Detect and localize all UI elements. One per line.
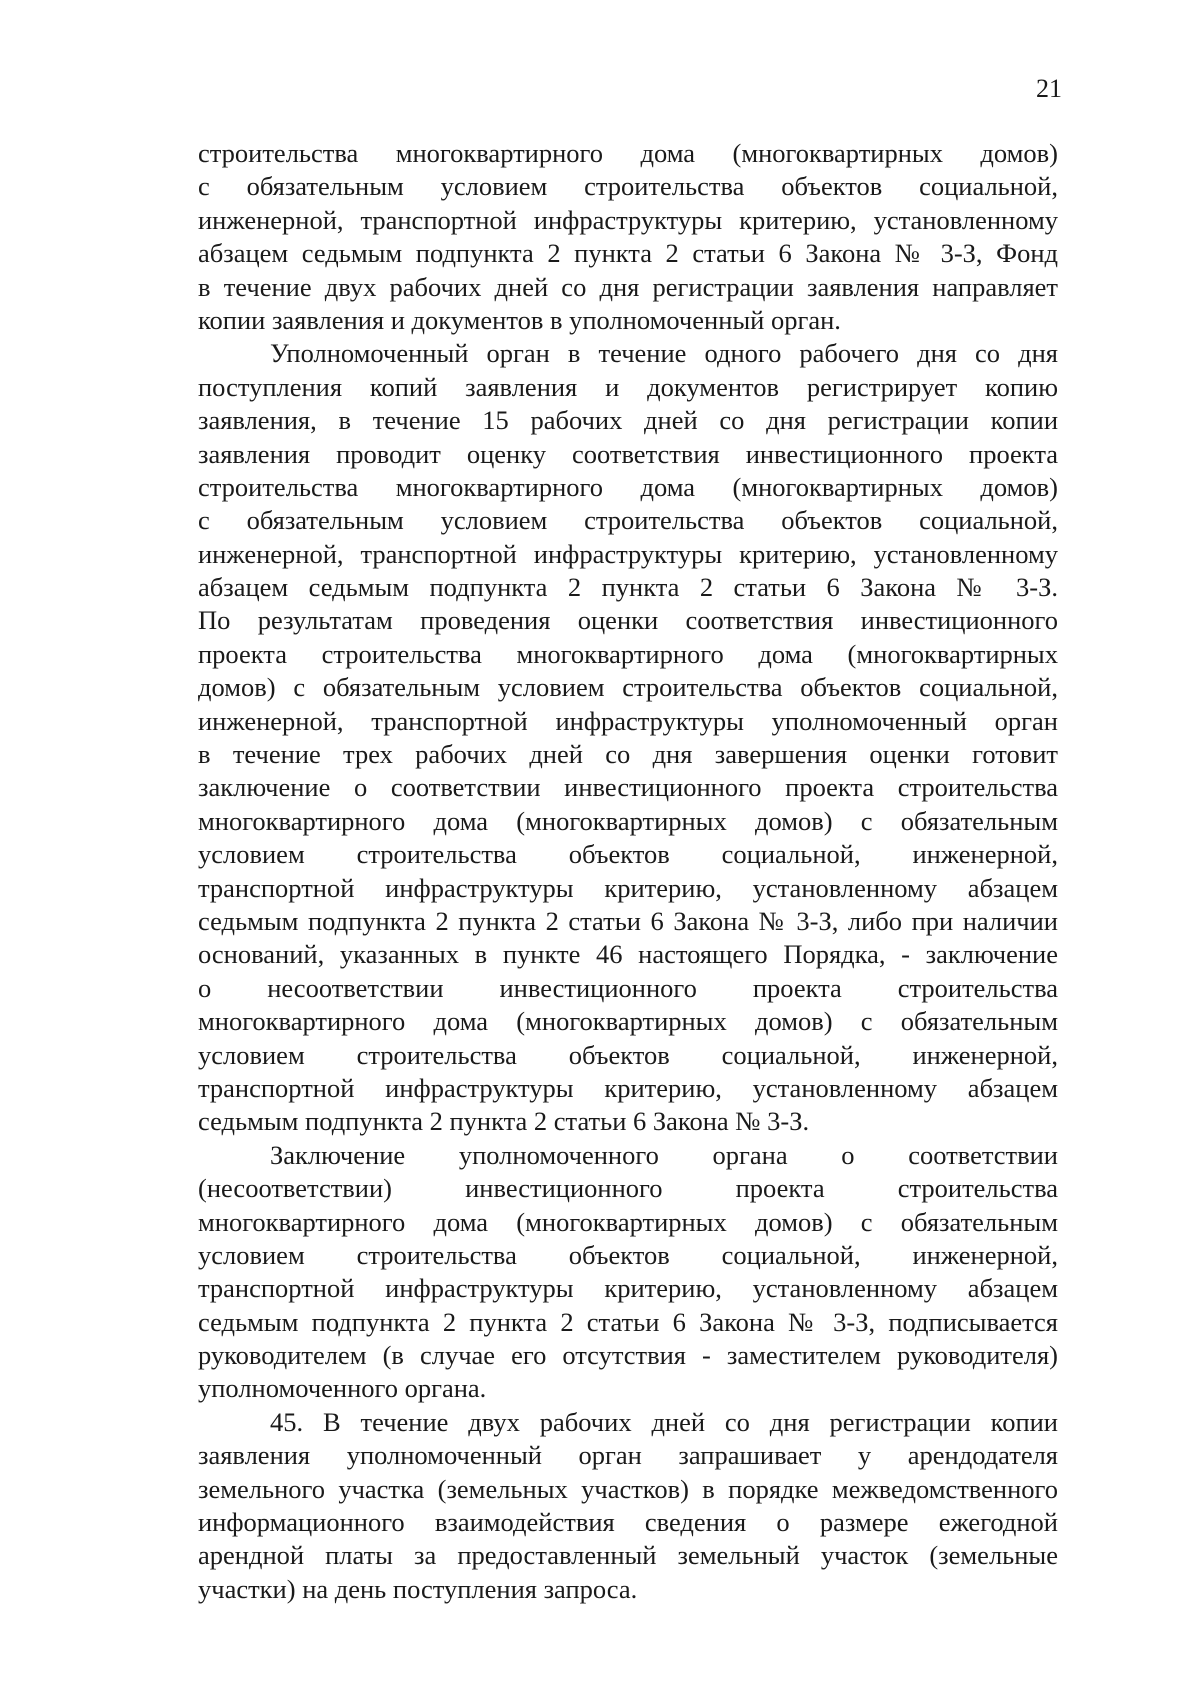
- text-line: заявления уполномоченный орган запрашивает у арендодателя: [198, 1440, 1058, 1471]
- paragraph: [198, 137, 1058, 337]
- text-line: заключение о соответствии инвестиционного проекта строительства: [198, 772, 1058, 803]
- text-line: транспортной инфраструктуры критерию, установленному абзацем: [198, 1072, 1058, 1103]
- text-line: многоквартирного дома (многоквартирных домов) с обязательным: [198, 1006, 1058, 1037]
- text-line: участки) на день поступления запроса.: [198, 1573, 638, 1604]
- text-line: в течение двух рабочих дней со дня регистрации заявления направляет: [198, 271, 1058, 302]
- text-line: абзацем седьмым подпункта 2 пункта 2 статьи 6 Закона № 3-З, Фонд: [198, 238, 1058, 269]
- text-line: руководителем (в случае его отсутствия - заместителем руководителя): [198, 1340, 1058, 1371]
- text-line: (несоответствии) инвестиционного проекта строительства: [198, 1173, 1058, 1204]
- text-line: многоквартирного дома (многоквартирных домов) с обязательным: [198, 1206, 1058, 1237]
- text-line: Уполномоченный орган в течение одного рабочего дня со дня: [270, 338, 1058, 369]
- text-line: Заключение уполномоченного органа о соответствии: [270, 1139, 1058, 1170]
- text-line: в течение трех рабочих дней со дня завершения оценки готовит: [198, 739, 1058, 770]
- text-line: оснований, указанных в пункте 46 настоящего Порядка, - заключение: [198, 939, 1058, 970]
- text-line: условием строительства объектов социальной, инженерной,: [198, 1039, 1058, 1070]
- text-line: условием строительства объектов социальной, инженерной,: [198, 839, 1058, 870]
- paragraph: [198, 1406, 1058, 1606]
- text-line: домов) с обязательным условием строительства объектов социальной,: [198, 672, 1058, 703]
- text-line: арендной платы за предоставленный земельный участок (земельные: [198, 1540, 1058, 1571]
- text-line: По результатам проведения оценки соответствия инвестиционного: [198, 605, 1058, 636]
- text-line: о несоответствии инвестиционного проекта строительства: [198, 972, 1058, 1003]
- text-line: строительства многоквартирного дома (многоквартирных домов): [198, 471, 1058, 502]
- text-line: транспортной инфраструктуры критерию, установленному абзацем: [198, 872, 1058, 903]
- text-line: седьмым подпункта 2 пункта 2 статьи 6 Закона № 3-З.: [198, 1106, 810, 1137]
- text-line: седьмым подпункта 2 пункта 2 статьи 6 Закона № 3-З, либо при наличии: [198, 905, 1058, 936]
- text-line: поступления копий заявления и документов регистрирует копию: [198, 371, 1058, 402]
- text-line: копии заявления и документов в уполномоченный орган.: [198, 304, 841, 335]
- text-line: инженерной, транспортной инфраструктуры критерию, установленному: [198, 204, 1058, 235]
- paragraph: [198, 337, 1058, 1138]
- document-body: [198, 137, 1058, 1606]
- text-line: строительства многоквартирного дома (многоквартирных домов): [198, 138, 1058, 168]
- text-line: проекта строительства многоквартирного дома (многоквартирных: [198, 638, 1058, 669]
- text-line: абзацем седьмым подпункта 2 пункта 2 статьи 6 Закона № 3-З.: [198, 572, 1058, 603]
- text-line: заявления проводит оценку соответствия инвестиционного проекта: [198, 438, 1058, 469]
- text-line: транспортной инфраструктуры критерию, установленному абзацем: [198, 1273, 1058, 1304]
- text-line: 45. В течение двух рабочих дней со дня регистрации копии: [270, 1406, 1058, 1437]
- text-line: седьмым подпункта 2 пункта 2 статьи 6 Закона № 3-З, подписывается: [198, 1306, 1058, 1337]
- text-line: заявления, в течение 15 рабочих дней со дня регистрации копии: [198, 405, 1058, 436]
- page-number: 21: [1036, 74, 1062, 103]
- text-line: информационного взаимодействия сведения о размере ежегодной: [198, 1507, 1058, 1538]
- text-line: с обязательным условием строительства объектов социальной,: [198, 505, 1058, 536]
- paragraph: [198, 1139, 1058, 1406]
- text-line: земельного участка (земельных участков) в порядке межведомственного: [198, 1473, 1058, 1504]
- text-line: уполномоченного органа.: [198, 1373, 487, 1404]
- text-line: условием строительства объектов социальной, инженерной,: [198, 1239, 1058, 1270]
- text-line: инженерной, транспортной инфраструктуры уполномоченный орган: [198, 705, 1058, 736]
- text-line: многоквартирного дома (многоквартирных домов) с обязательным: [198, 805, 1058, 836]
- text-line: с обязательным условием строительства объектов социальной,: [198, 171, 1058, 202]
- text-line: инженерной, транспортной инфраструктуры критерию, установленному: [198, 538, 1058, 569]
